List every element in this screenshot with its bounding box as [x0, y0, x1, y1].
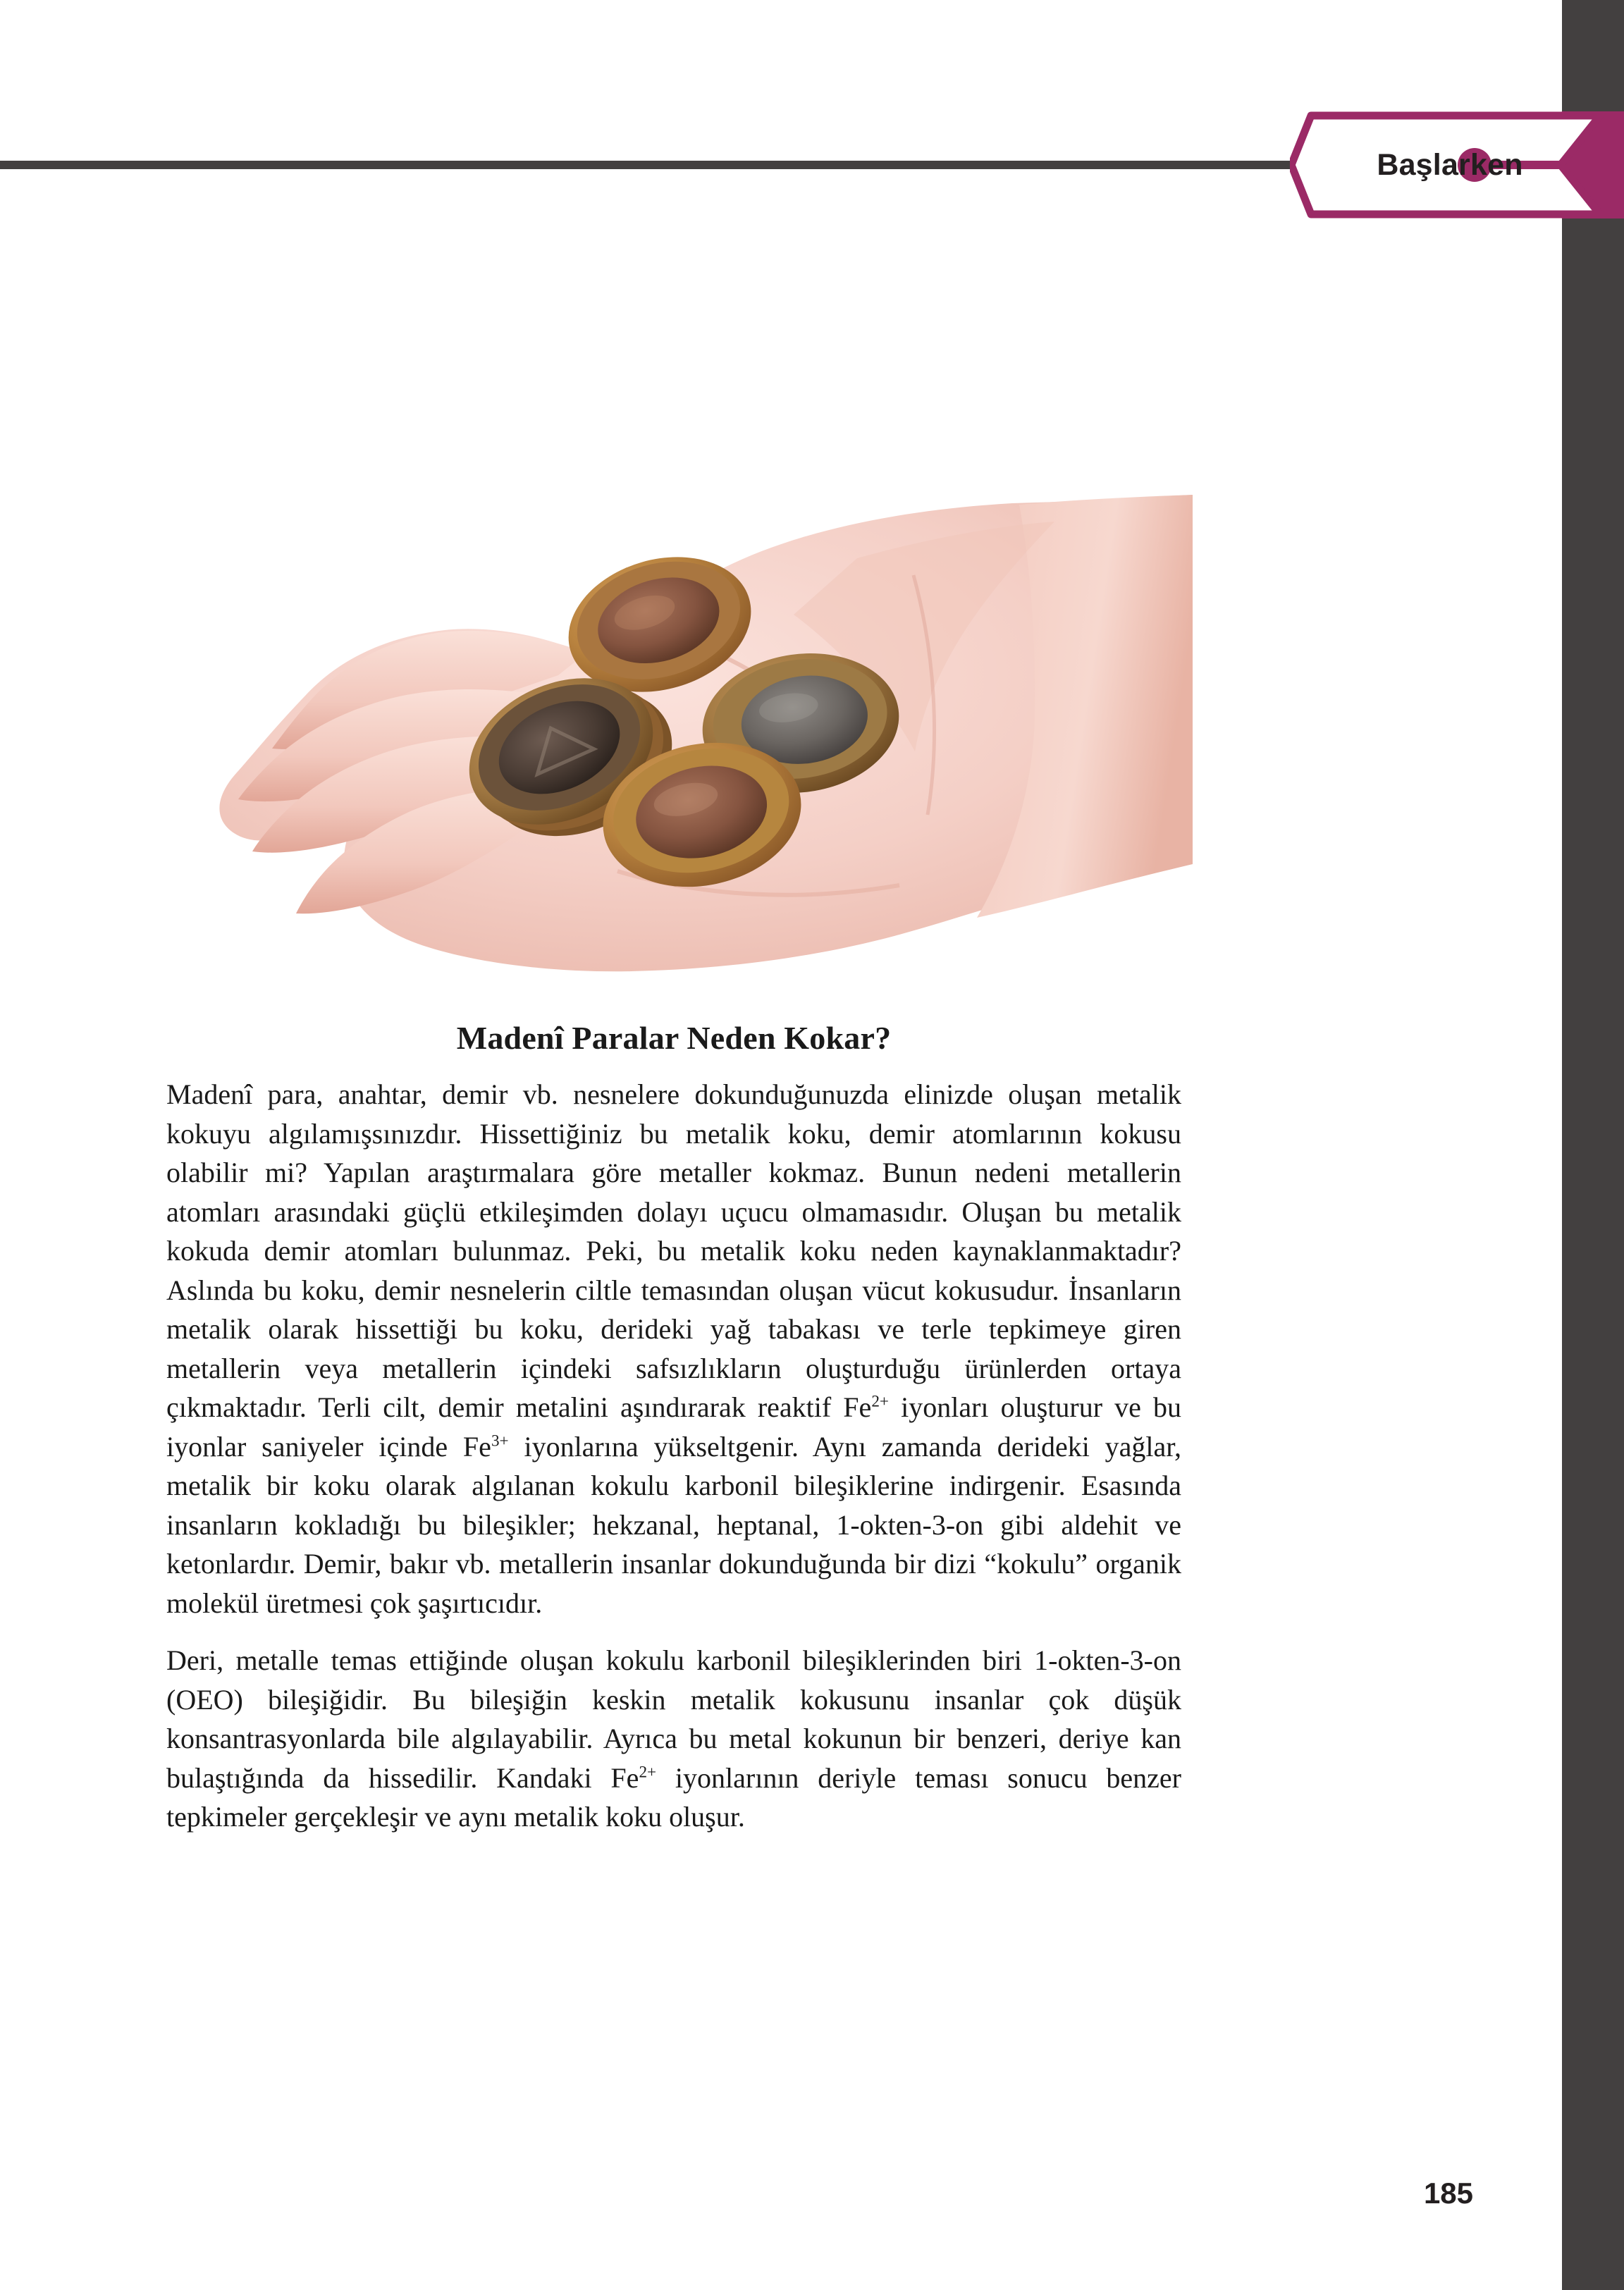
paragraph-2-text-b: iyonlarının deriyle teması sonucu benzer tepkimeler gerçekleşir ve aynı metalik koku oluşur. — [166, 1761, 1181, 1833]
paragraph-1-text-a: Madenî para, anahtar, demir vb. nesnelere dokunduğunuzda elinizde oluşan metalik kokuyu algılamışsınızdır. Hissettiğiniz bu metalik koku, demir atomlarının kokusu olabilir mi? Yapılan araştırmalara göre metaller kokmaz. Bunun nedeni metallerin atomları arasındaki güçlü etkileşimden dolayı uçucu olmamasıdır. Oluşan bu metalik kokuda demir atomları bulunmaz. Peki, bu metalik koku neden kaynaklanmaktadır? Aslında bu koku, demir nesnelerin ciltle temasından oluşan vücut kokusudur. İnsanların metalik olarak hissettiği bu koku, derideki yağ tabakası ve terle tepkimeye giren metallerin veya metallerin içindeki safsızlıkların oluşturduğu ürünlerden ortaya çıkmaktadır. Terli cilt, demir metalini aşındırarak reaktif Fe — [166, 1078, 1181, 1423]
section-badge — [1290, 111, 1624, 218]
paragraph-1-text-b: iyonları oluşturur ve bu iyonlar saniyeler içinde Fe — [166, 1391, 1181, 1463]
article-body — [166, 1019, 1181, 1837]
paragraph-1-text-c: iyonlarına yükseltgenir. Aynı zamanda derideki yağlar, metalik bir koku olarak algılanan kokulu karbonil bileşiklerine indirgenir. Esasında insanların kokladığı bu bileşikler; hekzanal, heptanal, 1-okten-3-on gibi aldehit ve ketonlardır. Demir, bakır vb. metallerin insanlar dokunduğunda bir dizi “kokulu” organik molekül üretmesi çok şaşırtıcıdır. — [166, 1430, 1181, 1619]
fe3plus-superscript-1: 3+ — [491, 1432, 509, 1451]
fe2plus-superscript-2: 2+ — [639, 1763, 657, 1782]
paragraph-2-text-a: Deri, metalle temas ettiğinde oluşan kokulu karbonil bileşiklerinden biri 1-okten-3-on (OEO) bileşiğidir. Bu bileşiğin keskin metalik kokusunu insanlar çok düşük konsantrasyonlarda bile algılayabilir. Ayrıca bu metal kokunun bir benzeri, deriye kan bulaştığında da hissedilir. Kandaki Fe — [166, 1644, 1181, 1794]
fe2plus-superscript-1: 2+ — [871, 1392, 889, 1411]
page-number: 185 — [1423, 2177, 1474, 2210]
right-edge-bar — [1562, 0, 1624, 2290]
section-badge-label: Başlarken — [1377, 147, 1523, 182]
header-rule — [0, 161, 1343, 169]
photo-illustration — [166, 420, 1193, 977]
article-title: Madenî Paralar Neden Kokar? — [456, 1020, 892, 1056]
article-paragraph-2 — [166, 1641, 1181, 1837]
article-paragraph-1 — [166, 1075, 1181, 1623]
hand-holding-coins-photo — [166, 420, 1193, 977]
